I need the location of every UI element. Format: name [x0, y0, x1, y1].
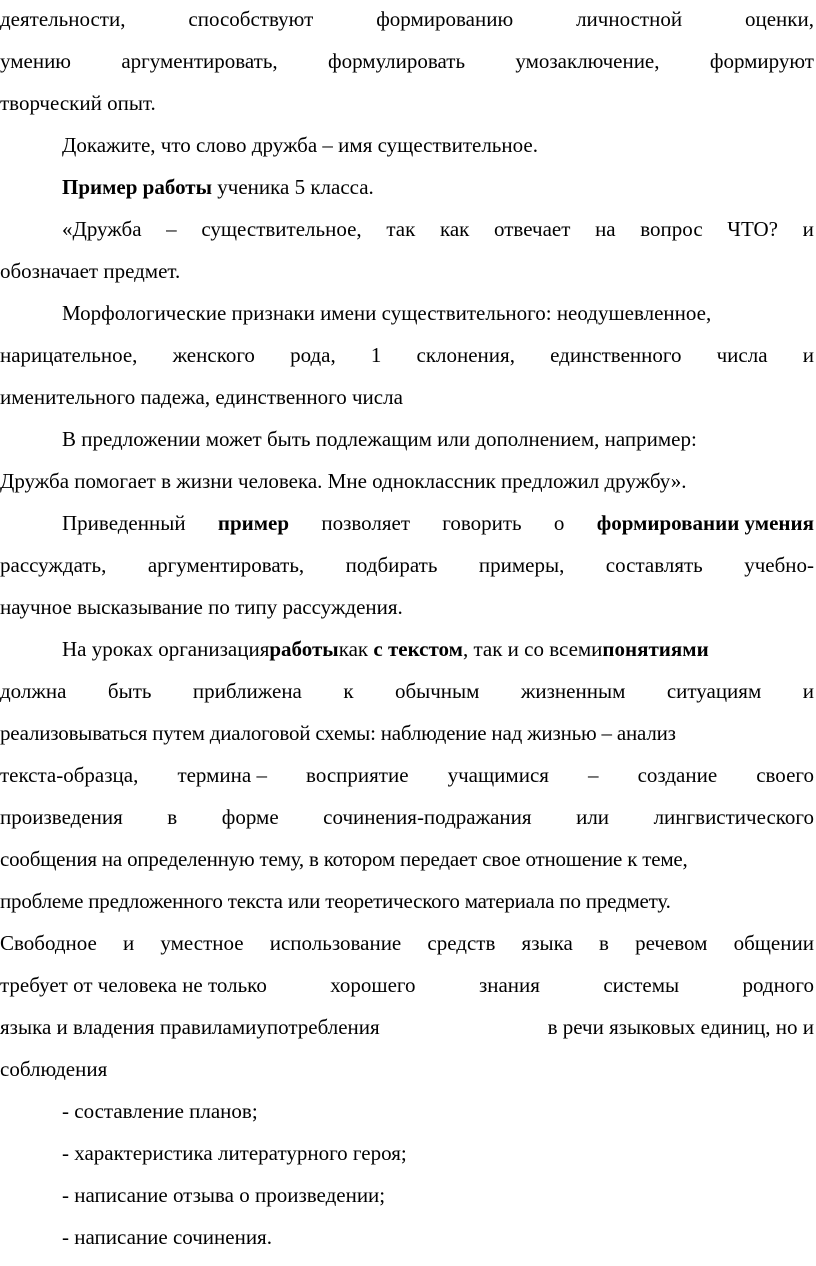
text-line-19: текста-образца, термина – восприятие учащимися – создание своего	[0, 763, 814, 787]
text-line-16: На уроках организацияработыкак с текстом, так и со всемипонятиями	[62, 637, 709, 661]
text-line-9: нарицательное, женского рода, 1 склонения, единственного числа и	[0, 343, 814, 367]
text-line-7: обозначает предмет.	[0, 259, 181, 283]
text-line-10: именительного падежа, единственного числа	[0, 385, 403, 409]
text-line-6: «Дружба – существительное, так как отвечает на вопрос ЧТО? и	[62, 217, 814, 241]
text-line-18: реализовываться путем диалоговой схемы: наблюдение над жизнью – анализ	[0, 721, 676, 745]
text-line-22: проблеме предложенного текста или теоретического материала по предмету.	[0, 889, 671, 913]
text-line-17: должна быть приближена к обычным жизненным ситуациям и	[0, 679, 814, 703]
text-line-3: творческий опыт.	[0, 91, 156, 115]
list-item-4: - написание сочинения.	[62, 1225, 272, 1249]
text-line-8: Морфологические признаки имени существительного: неодушевленное,	[62, 301, 712, 325]
text-line-1: деятельности, способствуют формированию личностной оценки,	[0, 7, 814, 31]
text-line-15: научное высказывание по типу рассуждения.	[0, 595, 403, 619]
text-line-20: произведения в форме сочинения-подражания или лингвистического	[0, 805, 814, 829]
text-line-13: Приведенный пример позволяет говорить о формировании умения	[62, 511, 814, 535]
text-line-21: сообщения на определенную тему, в котором передает свое отношение к теме,	[0, 847, 688, 871]
text-line-26: соблюдения	[0, 1057, 108, 1081]
list-item-2: - характеристика литературного героя;	[62, 1141, 407, 1165]
text-line-12: Дружба помогает в жизни человека. Мне одноклассник предложил дружбу».	[0, 469, 687, 493]
list-item-3: - написание отзыва о произведении;	[62, 1183, 386, 1207]
text-line-23: Свободное и уместное использование средств языка в речевом общении	[0, 931, 814, 955]
text-line-25: языка и владения правиламиупотребления в речи языковых единиц, но и	[0, 1015, 814, 1039]
text-line-14: рассуждать, аргументировать, подбирать примеры, составлять учебно-	[0, 553, 814, 577]
list-item-1: - составление планов;	[62, 1099, 258, 1123]
text-line-11: В предложении может быть подлежащим или дополнением, например:	[62, 427, 697, 451]
text-line-2: умению аргументировать, формулировать умозаключение, формируют	[0, 49, 814, 73]
text-line-24: требует от человека не только хорошего знания системы родного	[0, 973, 814, 997]
text-line-5: Пример работы ученика 5 класса.	[62, 175, 374, 199]
text-line-4: Докажите, что слово дружба – имя существительное.	[62, 133, 538, 157]
